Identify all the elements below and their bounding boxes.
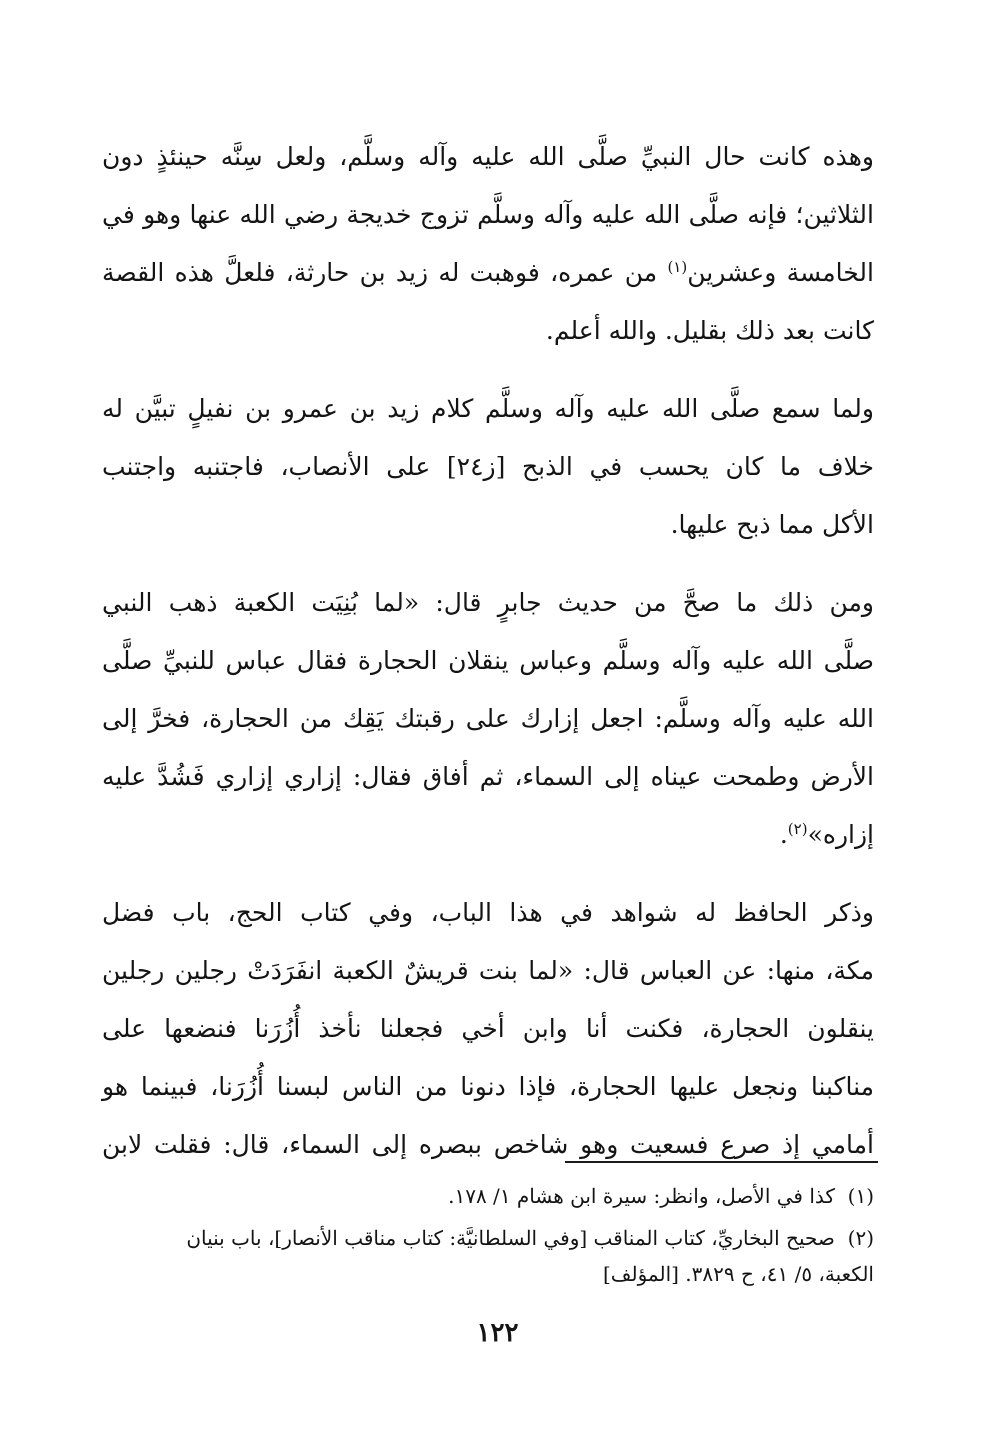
footnote-text: صحيح البخاريِّ، كتاب المناقب [وفي السلطانيَّة: كتاب مناقب الأنصار]، باب بنيان <box>186 1226 835 1250</box>
text-line: ينقلون الحجارة، فكنت أنا وابن أخي فجعلنا نأخذ أُزُرَنا فنضعها على <box>102 1014 874 1043</box>
footnote-line <box>102 1178 874 1214</box>
text-line: مناكبنا ونجعل عليها الحجارة، فإذا دنونا من الناس لبسنا أُزُرَنا، فبينما هو <box>102 1072 874 1101</box>
footnote-number: (٢) <box>847 1226 874 1250</box>
paragraph-4 <box>102 884 874 1174</box>
text-segment: الخامسة وعشرين <box>687 258 874 287</box>
footnote-2 <box>102 1220 874 1292</box>
text-line: ولما سمع صلَّى الله عليه وآله وسلَّم كلام زيد بن عمرو بن نفيلٍ تبيَّن له <box>102 394 874 423</box>
text-line: إزاره»$^{(٢)}$. <box>779 820 874 849</box>
footnote-text: كذا في الأصل، وانظر: سيرة ابن هشام ١/ ١٧٨. <box>448 1184 835 1208</box>
text-line: الأرض وطمحت عيناه إلى السماء، ثم أفاق فقال: إزاري إزاري فَشُدَّ عليه <box>102 762 874 791</box>
text-line: الله عليه وآله وسلَّم: اجعل إزارك على رقبتك يَقِك من الحجارة، فخرَّ إلى <box>102 704 874 733</box>
footnote-1 <box>102 1178 874 1214</box>
text-line: كانت بعد ذلك بقليل. والله أعلم. <box>545 316 874 345</box>
paragraph-1 <box>102 128 874 360</box>
text-line: الثلاثين؛ فإنه صلَّى الله عليه وآله وسلَّم تزوج خديجة رضي الله عنها وهو في <box>102 200 874 229</box>
footnote-ref-2[interactable]: (٢) <box>787 820 808 838</box>
text-line: وهذه كانت حال النبيِّ صلَّى الله عليه وآله وسلَّم، ولعل سِنَّه حينئذٍ دون <box>102 142 874 171</box>
text-line: ومن ذلك ما صحَّ من حديث جابرٍ قال: «لما بُنِيَت الكعبة ذهب النبي <box>102 588 874 617</box>
footnotes <box>102 1178 874 1298</box>
footnote-line <box>102 1220 874 1256</box>
footnote-number: (١) <box>847 1184 874 1208</box>
text-line: وذكر الحافظ له شواهد في هذا الباب، وفي كتاب الحج، باب فضل <box>102 898 874 927</box>
paragraph-3 <box>102 574 874 864</box>
text-line: مكة، منها: عن العباس قال: «لما بنت قريشٌ الكعبة انفَرَدَتْ رجلين رجلين <box>102 956 874 985</box>
text-line: الأكل مما ذبح عليها. <box>670 510 874 539</box>
text-segment: إزاره» <box>807 820 874 849</box>
text-line <box>102 244 874 302</box>
page-number: ١٢٢ <box>476 1318 519 1348</box>
footnote-ref-1[interactable]: (١) <box>667 258 688 276</box>
text-line: صلَّى الله عليه وآله وسلَّم وعباس ينقلان الحجارة فقال عباس للنبيِّ صلَّى <box>102 646 874 675</box>
main-text <box>102 128 874 1174</box>
text-segment: من عمره، فوهبت له زيد بن حارثة، فلعلَّ هذه القصة <box>102 258 658 287</box>
footnote-line: الكعبة، ٥/ ٤١، ح ٣٨٢٩. [المؤلف] <box>603 1262 874 1286</box>
text-line: خلاف ما كان يحسب في الذبح [ز٢٤] على الأنصاب، فاجتنبه واجتنب <box>102 452 874 481</box>
paragraph-2 <box>102 380 874 554</box>
footnote-divider <box>565 1161 878 1163</box>
text-line: أمامي إذ صرع فسعيت وهو شاخص ببصره إلى السماء، قال: فقلت لابن <box>102 1130 874 1159</box>
